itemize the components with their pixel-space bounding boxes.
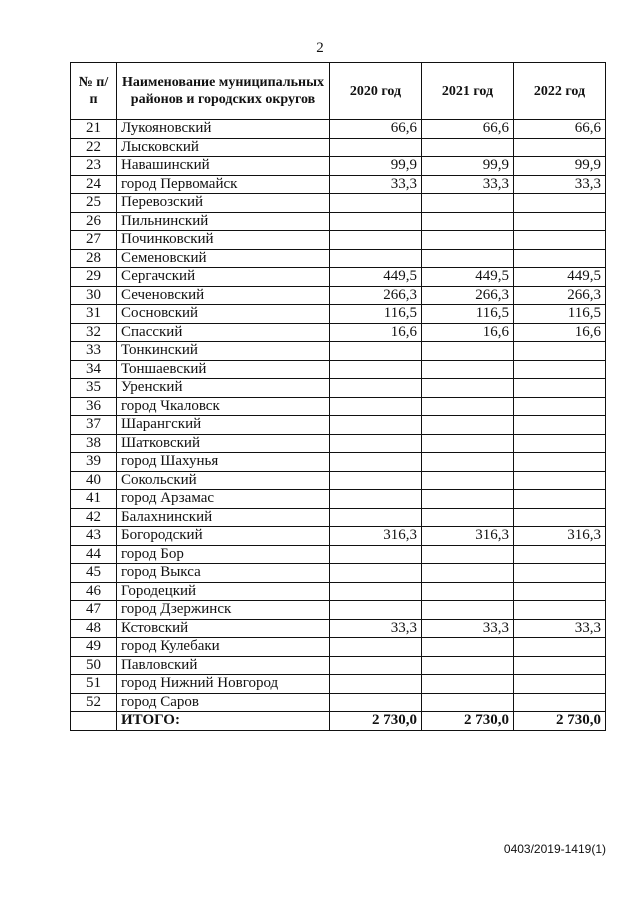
value-2022 (514, 693, 606, 712)
value-2021 (422, 212, 514, 231)
value-2021 (422, 360, 514, 379)
value-2021 (422, 601, 514, 620)
value-2021: 266,3 (422, 286, 514, 305)
table-row (71, 194, 606, 213)
district-name: Сокольский (117, 471, 330, 490)
value-2020 (330, 601, 422, 620)
value-2020: 33,3 (330, 175, 422, 194)
table-row (71, 490, 606, 509)
header-num: № п/п (71, 63, 117, 120)
table-row (71, 249, 606, 268)
table-row (71, 397, 606, 416)
district-name: город Арзамас (117, 490, 330, 509)
header-2020: 2020 год (330, 63, 422, 120)
value-2022: 66,6 (514, 120, 606, 139)
value-2022 (514, 471, 606, 490)
row-number: 49 (71, 638, 117, 657)
value-2021 (422, 508, 514, 527)
value-2020: 449,5 (330, 268, 422, 287)
value-2020 (330, 434, 422, 453)
document-code: 0403/2019-1419(1) (503, 842, 606, 856)
row-number: 40 (71, 471, 117, 490)
value-2022: 33,3 (514, 175, 606, 194)
row-number: 22 (71, 138, 117, 157)
value-2022: 16,6 (514, 323, 606, 342)
value-2020 (330, 693, 422, 712)
value-2021 (422, 397, 514, 416)
row-number: 25 (71, 194, 117, 213)
row-number: 37 (71, 416, 117, 435)
value-2022 (514, 453, 606, 472)
row-number: 52 (71, 693, 117, 712)
table-row (71, 286, 606, 305)
table-row (71, 268, 606, 287)
district-name: Семеновский (117, 249, 330, 268)
value-2021 (422, 471, 514, 490)
value-2021: 116,5 (422, 305, 514, 324)
district-name: город Бор (117, 545, 330, 564)
value-2022 (514, 638, 606, 657)
value-2020 (330, 416, 422, 435)
value-2022 (514, 416, 606, 435)
row-number: 41 (71, 490, 117, 509)
row-number: 28 (71, 249, 117, 268)
value-2020: 99,9 (330, 157, 422, 176)
table-row (71, 157, 606, 176)
table-row (71, 212, 606, 231)
district-name: город Шахунья (117, 453, 330, 472)
value-2021: 99,9 (422, 157, 514, 176)
value-2022 (514, 212, 606, 231)
row-number: 47 (71, 601, 117, 620)
value-2020 (330, 249, 422, 268)
value-2022: 449,5 (514, 268, 606, 287)
table-row (71, 471, 606, 490)
district-name: Перевозский (117, 194, 330, 213)
value-2020 (330, 638, 422, 657)
value-2020 (330, 508, 422, 527)
table-row (71, 675, 606, 694)
district-name: Кстовский (117, 619, 330, 638)
value-2020 (330, 379, 422, 398)
value-2021 (422, 545, 514, 564)
table-row (71, 360, 606, 379)
value-2022 (514, 138, 606, 157)
value-2020 (330, 471, 422, 490)
value-2022: 99,9 (514, 157, 606, 176)
value-2020 (330, 582, 422, 601)
value-2020 (330, 138, 422, 157)
allocation-table (70, 62, 606, 731)
table-row (71, 619, 606, 638)
row-number: 27 (71, 231, 117, 250)
table-row (71, 323, 606, 342)
header-name: Наименование муниципальных районов и городских округов (117, 63, 330, 120)
row-number: 31 (71, 305, 117, 324)
row-number: 50 (71, 656, 117, 675)
district-name: город Саров (117, 693, 330, 712)
district-name: Навашинский (117, 157, 330, 176)
value-2022 (514, 434, 606, 453)
value-2022 (514, 194, 606, 213)
table-row (71, 453, 606, 472)
value-2022: 116,5 (514, 305, 606, 324)
table-row (71, 564, 606, 583)
table-row (71, 138, 606, 157)
district-name: Богородский (117, 527, 330, 546)
district-name: Сосновский (117, 305, 330, 324)
district-name: город Дзержинск (117, 601, 330, 620)
value-2020 (330, 675, 422, 694)
district-name: Тонкинский (117, 342, 330, 361)
table-row (71, 434, 606, 453)
table-header-row (71, 63, 606, 120)
district-name: Уренский (117, 379, 330, 398)
row-number: 43 (71, 527, 117, 546)
row-number: 26 (71, 212, 117, 231)
value-2021: 66,6 (422, 120, 514, 139)
total-2021: 2 730,0 (422, 712, 514, 731)
row-number: 44 (71, 545, 117, 564)
value-2021 (422, 453, 514, 472)
value-2021 (422, 231, 514, 250)
value-2022 (514, 231, 606, 250)
row-number: 30 (71, 286, 117, 305)
value-2021 (422, 249, 514, 268)
table-row (71, 582, 606, 601)
value-2022 (514, 249, 606, 268)
value-2022: 266,3 (514, 286, 606, 305)
value-2021 (422, 342, 514, 361)
value-2021: 33,3 (422, 175, 514, 194)
value-2020 (330, 656, 422, 675)
value-2022: 316,3 (514, 527, 606, 546)
table-row (71, 120, 606, 139)
table-row (71, 656, 606, 675)
value-2022 (514, 490, 606, 509)
row-number: 46 (71, 582, 117, 601)
value-2020 (330, 564, 422, 583)
table-row (71, 416, 606, 435)
value-2022 (514, 508, 606, 527)
value-2021 (422, 379, 514, 398)
value-2022 (514, 360, 606, 379)
value-2020 (330, 360, 422, 379)
table-row (71, 342, 606, 361)
table-body (71, 120, 606, 712)
value-2021 (422, 194, 514, 213)
district-name: Городецкий (117, 582, 330, 601)
table-row (71, 508, 606, 527)
row-number: 33 (71, 342, 117, 361)
total-num-cell (71, 712, 117, 731)
row-number: 48 (71, 619, 117, 638)
table-row (71, 545, 606, 564)
district-name: Лукояновский (117, 120, 330, 139)
table-row (71, 305, 606, 324)
total-row (71, 712, 606, 731)
district-name: Спасский (117, 323, 330, 342)
value-2021 (422, 693, 514, 712)
row-number: 45 (71, 564, 117, 583)
header-2021: 2021 год (422, 63, 514, 120)
district-name: город Чкаловск (117, 397, 330, 416)
value-2021 (422, 675, 514, 694)
table-row (71, 638, 606, 657)
value-2022 (514, 397, 606, 416)
row-number: 21 (71, 120, 117, 139)
value-2020 (330, 212, 422, 231)
value-2020: 316,3 (330, 527, 422, 546)
row-number: 39 (71, 453, 117, 472)
district-name: Пильнинский (117, 212, 330, 231)
table-row (71, 693, 606, 712)
row-number: 42 (71, 508, 117, 527)
row-number: 24 (71, 175, 117, 194)
value-2020: 66,6 (330, 120, 422, 139)
district-name: Лысковский (117, 138, 330, 157)
value-2022 (514, 342, 606, 361)
district-name: Павловский (117, 656, 330, 675)
district-name: Шатковский (117, 434, 330, 453)
district-name: Сеченовский (117, 286, 330, 305)
row-number: 32 (71, 323, 117, 342)
table-row (71, 231, 606, 250)
value-2022 (514, 656, 606, 675)
value-2022 (514, 601, 606, 620)
district-name: Тоншаевский (117, 360, 330, 379)
value-2022: 33,3 (514, 619, 606, 638)
district-name: Балахнинский (117, 508, 330, 527)
value-2021 (422, 638, 514, 657)
value-2021 (422, 656, 514, 675)
district-name: город Нижний Новгород (117, 675, 330, 694)
value-2022 (514, 675, 606, 694)
total-2022: 2 730,0 (514, 712, 606, 731)
table-row (71, 175, 606, 194)
row-number: 35 (71, 379, 117, 398)
page-number: 2 (316, 40, 324, 56)
value-2021 (422, 416, 514, 435)
value-2020 (330, 490, 422, 509)
district-name: Сергачский (117, 268, 330, 287)
table-row (71, 379, 606, 398)
value-2020 (330, 231, 422, 250)
district-name: город Кулебаки (117, 638, 330, 657)
value-2020: 116,5 (330, 305, 422, 324)
value-2021 (422, 582, 514, 601)
district-name: Починковский (117, 231, 330, 250)
value-2021 (422, 564, 514, 583)
value-2020 (330, 545, 422, 564)
value-2022 (514, 379, 606, 398)
value-2020: 16,6 (330, 323, 422, 342)
value-2021: 33,3 (422, 619, 514, 638)
row-number: 38 (71, 434, 117, 453)
value-2022 (514, 564, 606, 583)
row-number: 36 (71, 397, 117, 416)
value-2021: 316,3 (422, 527, 514, 546)
value-2022 (514, 545, 606, 564)
value-2021 (422, 490, 514, 509)
value-2020: 266,3 (330, 286, 422, 305)
row-number: 23 (71, 157, 117, 176)
district-name: Шарангский (117, 416, 330, 435)
district-name: город Выкса (117, 564, 330, 583)
total-2020: 2 730,0 (330, 712, 422, 731)
district-name: город Первомайск (117, 175, 330, 194)
value-2021: 449,5 (422, 268, 514, 287)
total-label: ИТОГО: (117, 712, 330, 731)
value-2021: 16,6 (422, 323, 514, 342)
value-2020: 33,3 (330, 619, 422, 638)
row-number: 29 (71, 268, 117, 287)
value-2020 (330, 453, 422, 472)
value-2020 (330, 342, 422, 361)
table-row (71, 527, 606, 546)
header-2022: 2022 год (514, 63, 606, 120)
value-2020 (330, 397, 422, 416)
value-2021 (422, 138, 514, 157)
value-2022 (514, 582, 606, 601)
table-row (71, 601, 606, 620)
value-2021 (422, 434, 514, 453)
row-number: 51 (71, 675, 117, 694)
value-2020 (330, 194, 422, 213)
row-number: 34 (71, 360, 117, 379)
